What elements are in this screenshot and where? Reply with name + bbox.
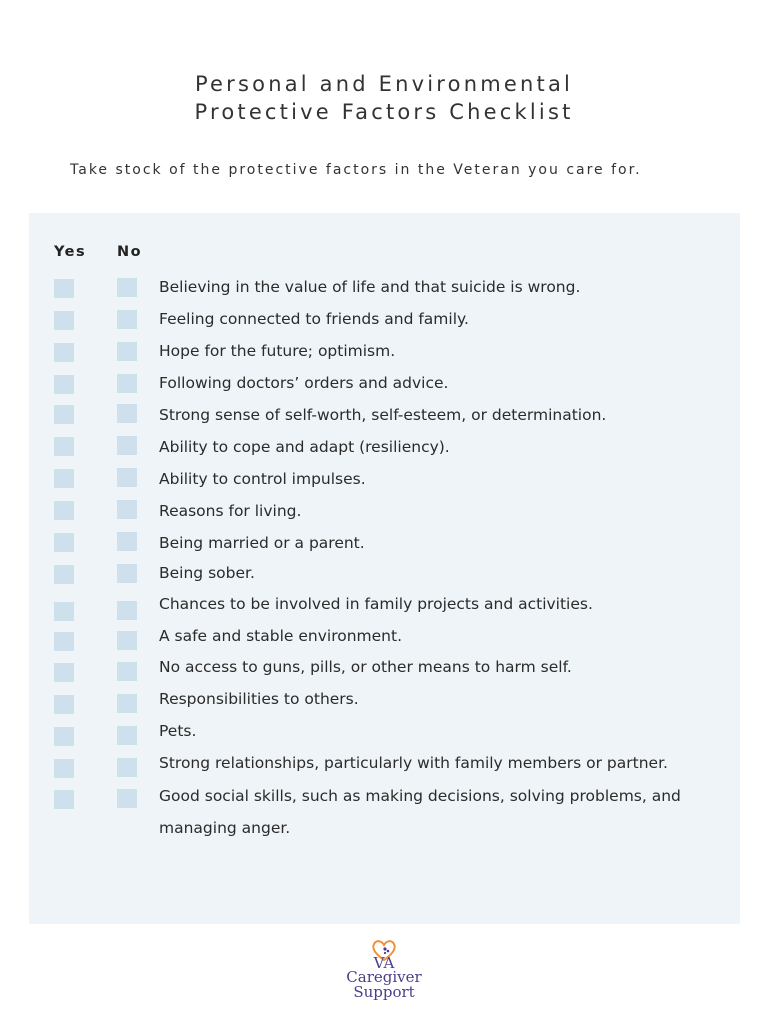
no-checkbox[interactable]	[117, 500, 137, 519]
yes-checkbox[interactable]	[54, 469, 74, 488]
checklist-item-label: Good social skills, such as making decisions, solving problems, and managing anger.	[159, 787, 681, 837]
yes-checkbox[interactable]	[54, 663, 74, 682]
yes-checkbox[interactable]	[54, 695, 74, 714]
yes-checkbox[interactable]	[54, 437, 74, 456]
checklist-item-label: Hope for the future; optimism.	[159, 342, 396, 360]
yes-checkbox[interactable]	[54, 759, 74, 778]
yes-checkbox[interactable]	[54, 727, 74, 746]
title-line-1: Personal and Environmental	[194, 72, 574, 96]
yes-checkbox[interactable]	[54, 632, 74, 651]
no-checkbox[interactable]	[117, 758, 137, 777]
no-checkbox[interactable]	[117, 468, 137, 487]
va-caregiver-support-logo	[340, 938, 428, 1004]
yes-checkbox[interactable]	[54, 533, 74, 552]
no-checkbox[interactable]	[117, 342, 137, 361]
yes-checkbox[interactable]	[54, 279, 74, 298]
no-checkbox[interactable]	[117, 278, 137, 297]
subtitle: Take stock of the protective factors in the Veteran you care for.	[70, 162, 642, 178]
yes-checkbox[interactable]	[54, 790, 74, 809]
no-checkbox[interactable]	[117, 694, 137, 713]
no-checkbox[interactable]	[117, 601, 137, 620]
checklist-item-label: Following doctors’ orders and advice.	[159, 374, 449, 392]
no-checkbox[interactable]	[117, 374, 137, 393]
checklist-item-label: Ability to cope and adapt (resiliency).	[159, 438, 450, 456]
yes-checkbox[interactable]	[54, 602, 74, 621]
logo-line-support: Support	[353, 983, 415, 1001]
checklist-item-label: A safe and stable environment.	[159, 627, 403, 645]
no-column-header: No	[117, 244, 143, 260]
yes-checkbox[interactable]	[54, 343, 74, 362]
title-line-2: Protective Factors Checklist	[194, 100, 574, 124]
no-checkbox[interactable]	[117, 404, 137, 423]
yes-column-header: Yes	[54, 244, 87, 260]
no-checkbox[interactable]	[117, 726, 137, 745]
checklist-item-label: Pets.	[159, 722, 197, 740]
checklist-item-label: Being married or a parent.	[159, 534, 365, 552]
checklist-item-label: Responsibilities to others.	[159, 690, 359, 708]
checklist-item-label: Strong sense of self-worth, self-esteem, or determination.	[159, 406, 607, 424]
checklist-item-label: Chances to be involved in family projects and activities.	[159, 595, 593, 613]
checklist-item-label: Reasons for living.	[159, 502, 302, 520]
no-checkbox[interactable]	[117, 789, 137, 808]
logo-line-caregiver: Caregiver	[346, 968, 422, 986]
checklist-item-label: Feeling connected to friends and family.	[159, 310, 469, 328]
yes-checkbox[interactable]	[54, 501, 74, 520]
checklist-item-label: Being sober.	[159, 564, 255, 582]
checklist-item-label: Strong relationships, particularly with family members or partner.	[159, 754, 668, 772]
checklist-item-label: Believing in the value of life and that suicide is wrong.	[159, 278, 581, 296]
logo-line-va: VA	[373, 954, 395, 972]
no-checkbox[interactable]	[117, 436, 137, 455]
yes-checkbox[interactable]	[54, 405, 74, 424]
yes-checkbox[interactable]	[54, 311, 74, 330]
no-checkbox[interactable]	[117, 310, 137, 329]
checklist-item-label: Ability to control impulses.	[159, 470, 366, 488]
yes-checkbox[interactable]	[54, 375, 74, 394]
yes-checkbox[interactable]	[54, 565, 74, 584]
no-checkbox[interactable]	[117, 532, 137, 551]
no-checkbox[interactable]	[117, 631, 137, 650]
no-checkbox[interactable]	[117, 564, 137, 583]
checklist-item-label: No access to guns, pills, or other means to harm self.	[159, 658, 572, 676]
no-checkbox[interactable]	[117, 662, 137, 681]
